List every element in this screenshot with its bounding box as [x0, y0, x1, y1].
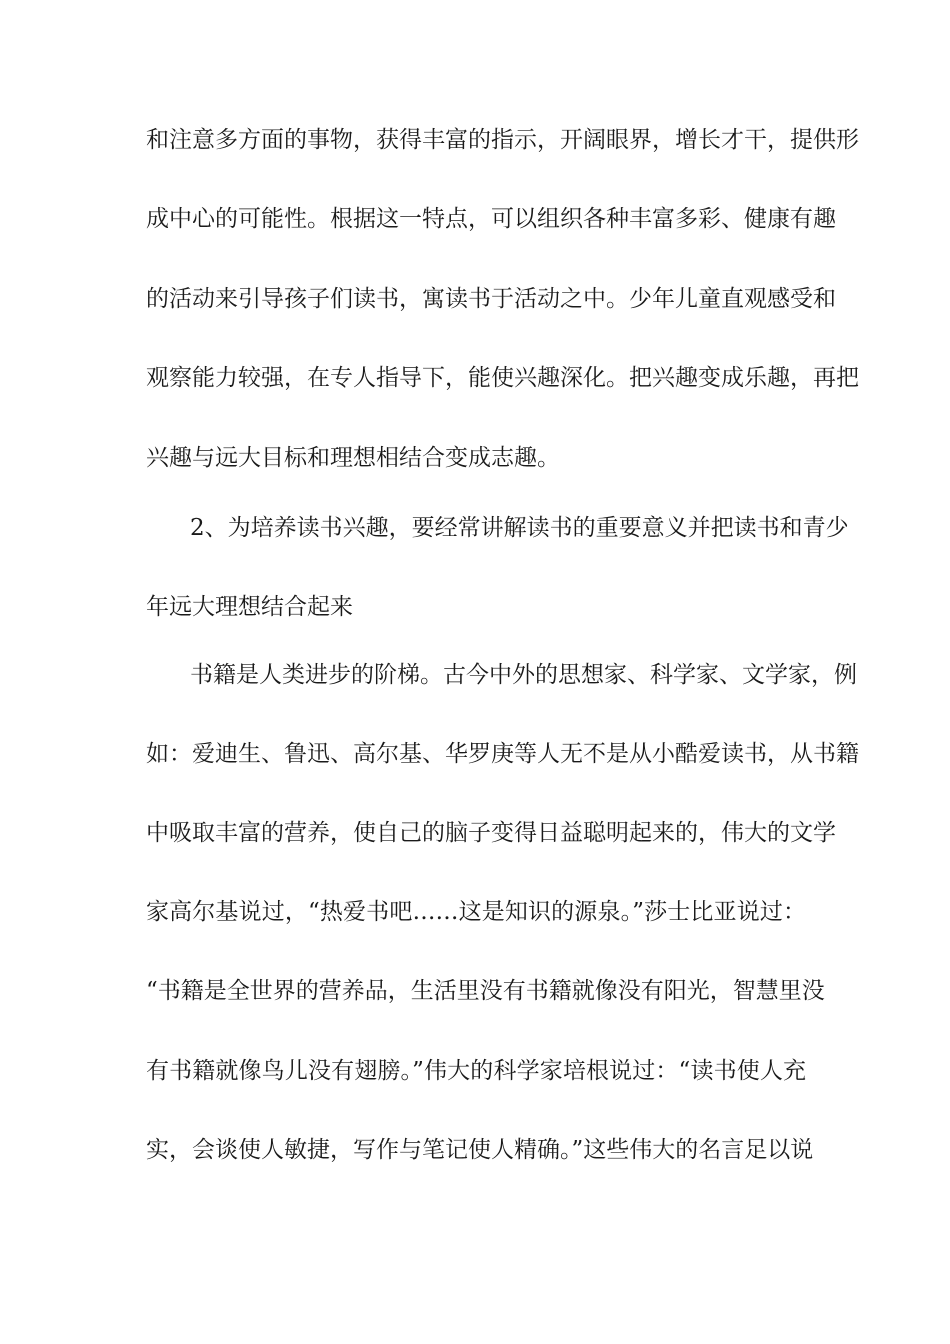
paragraph-line: 中吸取丰富的营养，使自己的脑子变得日益聪明起来的，伟大的文学	[146, 820, 836, 846]
paragraph-line: “书籍是全世界的营养品，生活里没有书籍就像没有阳光，智慧里没	[146, 978, 825, 1004]
paragraph-line: 观察能力较强，在专人指导下，能使兴趣深化。把兴趣变成乐趣，再把	[146, 365, 859, 391]
paragraph-line: 兴趣与远大目标和理想相结合变成志趣。	[146, 445, 560, 471]
paragraph-line: 家高尔基说过，“热爱书吧……这是知识的源泉。”莎士比亚说过：	[146, 899, 806, 925]
paragraph-line: 如：爱迪生、鲁迅、高尔基、华罗庚等人无不是从小酷爱读书，从书籍	[146, 741, 859, 767]
paragraph-line: 成中心的可能性。根据这一特点，可以组织各种丰富多彩、健康有趣	[146, 206, 836, 232]
paragraph-line: 的活动来引导孩子们读书，寓读书于活动之中。少年儿童直观感受和	[146, 286, 836, 312]
section-heading-line: 年远大理想结合起来	[146, 594, 353, 620]
paragraph-line: 书籍是人类进步的阶梯。古今中外的思想家、科学家、文学家，例	[190, 662, 857, 688]
paragraph-line: 实，会谈使人敏捷，写作与笔记使人精确。”这些伟大的名言足以说	[146, 1137, 814, 1163]
paragraph-line: 和注意多方面的事物，获得丰富的指示，开阔眼界，增长才干，提供形	[146, 127, 859, 153]
section-heading-line: 2、为培养读书兴趣，要经常讲解读书的重要意义并把读书和青少	[190, 515, 849, 541]
paragraph-line: 有书籍就像鸟儿没有翅膀。”伟大的科学家培根说过：“读书使人充	[146, 1058, 806, 1084]
